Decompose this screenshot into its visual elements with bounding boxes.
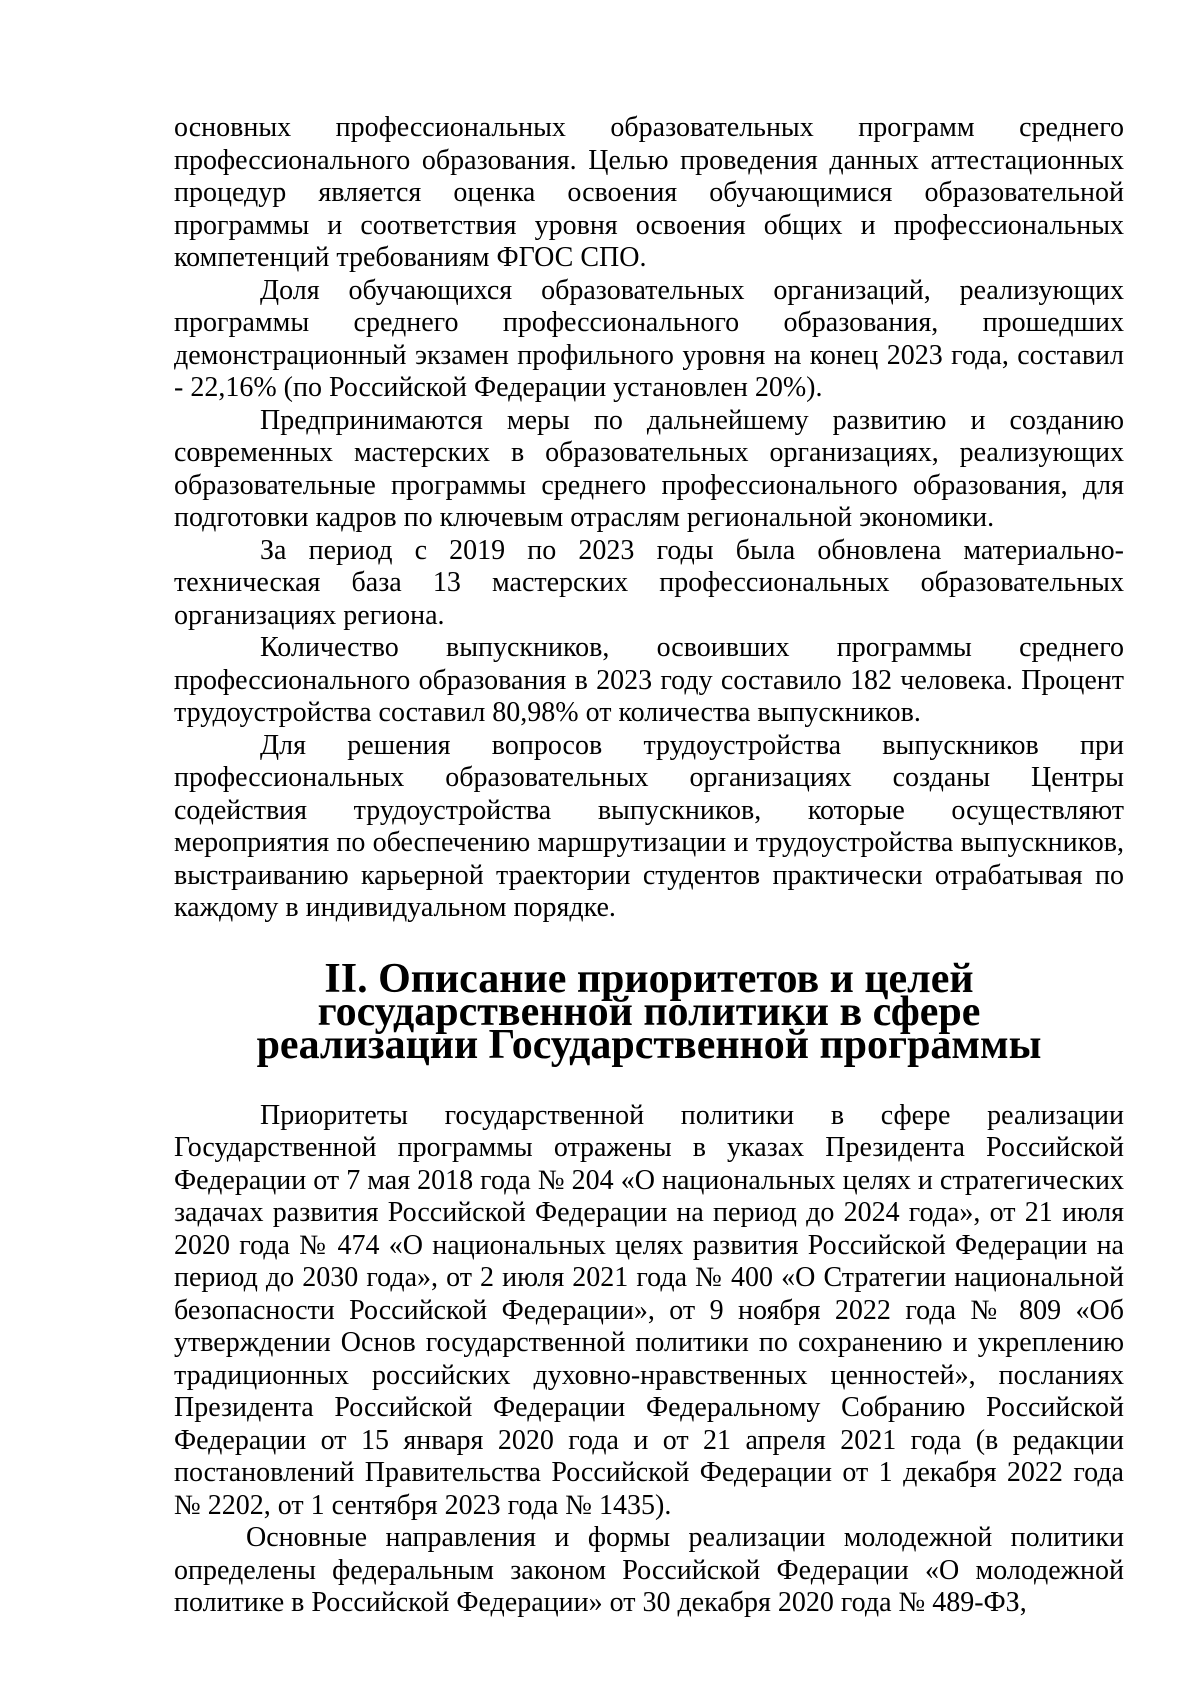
paragraph-youth-policy: Основные направления и формы реализации молодежной политики определены федеральным законом Российской Федерации «О молодежной политике в Российской Федерации» от 30 декабря 2020 года № 489-ФЗ, [174,1522,1124,1618]
document-page [174,112,1124,1620]
section-heading [174,955,1124,1068]
paragraph-workshops-development: Предпринимаются меры по дальнейшему развитию и созданию современных мастерских в образовательных организациях, реализующих образовательные программы среднего профессионального образования, для подготовки кадров по ключевым отраслям региональной экономики. [174,404,1124,533]
paragraph-policy-priorities: Приоритеты государственной политики в сфере реализации Государственной программы отражены в указах Президента Российской Федерации от 7 мая 2018 года № 204 «О национальных целях и стратегических задачах развития Российской Федерации на период до 2024 года», от 21 июля 2020 года № 474 «О национальных целях развития Российской Федерации на период до 2030 года», от 2 июля 2021 года № 400 «О Стратегии национальной безопасности Российской Федерации», от 9 ноября 2022 года № 809 «Об утверждении Основ государственной политики по сохранению и укреплению традиционных российских духовно-нравственных ценностей», посланиях Президента Российской Федерации Федеральному Собранию Российской Федерации от 15 января 2020 года и от 21 апреля 2021 года (в редакции постановлений Правительства Российской Федерации от 1 декабря 2022 года № 2202, от 1 сентября 2023 года № 1435). [174,1099,1124,1521]
paragraph-demo-exam-share: Доля обучающихся образовательных организаций, реализующих программы среднего профессионального образования, прошедших демонстрационный экзамен профильного уровня на конец 2023 года, составил - 22,16% (по Российской Федерации установлен 20%). [174,274,1124,403]
paragraph-employment-centers: Для решения вопросов трудоустройства выпускников при профессиональных образовательных организациях созданы Центры содействия трудоустройства выпускников, которые осуществляют мероприятия по обеспечению маршрутизации и трудоустройства выпускников, выстраиванию карьерной траектории студентов практически отрабатывая по каждому в индивидуальном порядке. [174,729,1124,923]
section-heading-line-2: реализации Государственной программы [256,1021,1042,1068]
paragraph-continuation: основных профессиональных образовательных программ среднего профессионального образования. Целью проведения данных аттестационных процедур является оценка освоения обучающимися образовательной программы и соответствия уровня освоения общих и профессиональных компетенций требованиям ФГОС СПО. [174,112,1124,273]
paragraph-material-base: За период с 2019 по 2023 годы была обновлена материально-техническая база 13 мастерских профессиональных образовательных организациях региона. [174,534,1124,631]
paragraph-graduates-count: Количество выпускников, освоивших программы среднего профессионального образования в 2023 году составило 182 человека. Процент трудоустройства составил 80,98% от количества выпускников. [174,632,1124,728]
section-heading-line-1: II. Описание приоритетов и целей государственной политики в сфере [317,955,981,1035]
